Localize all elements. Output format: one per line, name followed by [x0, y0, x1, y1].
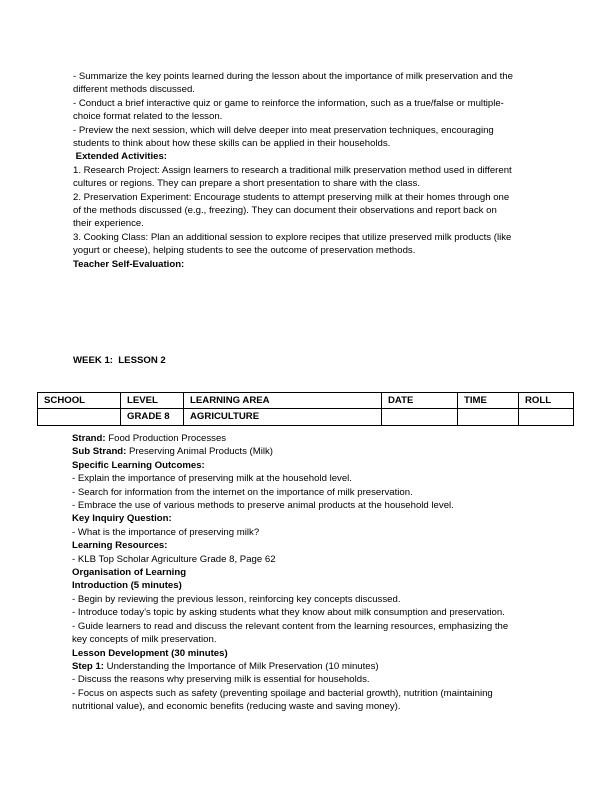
text-line: 3. Cooking Class: Plan an additional session to explore recipes that utilize preserved milk products (like — [73, 231, 512, 243]
cell-roll — [519, 409, 574, 425]
lesson-line — [72, 539, 542, 552]
lesson-line-text: nutritional value), and economic benefits (reducing waste and saving money). — [72, 701, 401, 713]
text-line: different methods discussed. — [73, 84, 195, 96]
lesson-line — [72, 700, 542, 713]
lesson-line — [72, 566, 542, 579]
text-line: 1. Research Project: Assign learners to research a traditional milk preservation method used in different — [73, 164, 512, 176]
cell-learning-area: AGRICULTURE — [184, 409, 382, 425]
header-date: DATE — [382, 393, 458, 409]
text-line: choice format related to the lesson. — [73, 111, 223, 123]
text-line: - Summarize the key points learned during the lesson about the importance of milk preservation and the — [73, 71, 513, 82]
lesson-line-text: - KLB Top Scholar Agriculture Grade 8, Page 62 — [72, 553, 276, 565]
text-line: their experience. — [73, 218, 144, 230]
lesson-line — [72, 579, 542, 592]
lesson-line-text: - Begin by reviewing the previous lesson, reinforcing key concepts discussed. — [72, 593, 401, 605]
text-line: yogurt or cheese), helping students to see the outcome of preservation methods. — [73, 245, 416, 257]
lesson-line-text: - Focus on aspects such as safety (preventing spoilage and bacterial growth), nutrition (maintaining — [72, 687, 493, 699]
lesson-line-label: Sub Strand: — [72, 446, 127, 458]
table-row — [38, 409, 574, 425]
closing-activities-section — [73, 70, 543, 271]
lesson-line — [72, 432, 542, 445]
text-line: - Preview the next session, which will delve deeper into meat preservation techniques, encouraging — [73, 124, 494, 136]
lesson-line — [72, 633, 542, 646]
lesson-line-label: Key Inquiry Question: — [72, 513, 172, 525]
header-roll: ROLL — [519, 393, 574, 409]
lesson-line-text: - Explain the importance of preserving milk at the household level. — [72, 473, 352, 485]
lesson-line — [72, 606, 542, 619]
lesson-line — [72, 553, 542, 566]
cell-date — [382, 409, 458, 425]
lesson-line — [72, 673, 542, 686]
text-line: cultures or regions. They can prepare a short presentation to share with the class. — [73, 178, 420, 190]
teacher-self-evaluation-heading: Teacher Self-Evaluation: — [73, 258, 185, 270]
lesson-line — [72, 593, 542, 606]
week-lesson-heading: WEEK 1: LESSON 2 — [73, 355, 166, 366]
lesson-line — [72, 486, 542, 499]
lesson-line — [72, 472, 542, 485]
lesson-plan-section — [72, 432, 542, 714]
lesson-line-text: key concepts of milk preservation. — [72, 634, 217, 646]
lesson-line-label: Learning Resources: — [72, 540, 168, 552]
header-level: LEVEL — [121, 393, 184, 409]
lesson-line-text: - Search for information from the internet on the importance of milk preservation. — [72, 486, 413, 498]
lesson-line-text: - What is the importance of preserving milk? — [72, 526, 260, 538]
cell-level: GRADE 8 — [121, 409, 184, 425]
header-learning-area: LEARNING AREA — [184, 393, 382, 409]
lesson-line — [72, 459, 542, 472]
lesson-line-text: Preserving Animal Products (Milk) — [126, 446, 273, 458]
lesson-line-text: - Discuss the reasons why preserving milk is essential for households. — [72, 674, 370, 686]
text-line: - Conduct a brief interactive quiz or game to reinforce the information, such as a true/false or multiple- — [73, 97, 504, 109]
lesson-line — [72, 512, 542, 525]
extended-activities-heading: Extended Activities: — [73, 151, 168, 163]
lesson-line-text: - Embrace the use of various methods to preserve animal products at the household level. — [72, 500, 454, 512]
lesson-line — [72, 660, 542, 673]
lesson-line — [72, 620, 542, 633]
lesson-line-label: Step 1: — [72, 660, 104, 672]
lesson-line-label: Organisation of Learning — [72, 567, 187, 579]
lesson-info-table — [37, 392, 574, 426]
lesson-line — [72, 647, 542, 660]
lesson-line-label: Introduction (5 minutes) — [72, 580, 182, 592]
lesson-line-text: - Guide learners to read and discuss the relevant content from the learning resources, emphasizing the — [72, 620, 509, 632]
cell-school — [38, 409, 121, 425]
lesson-line-label: Specific Learning Outcomes: — [72, 459, 205, 471]
lesson-line — [72, 526, 542, 539]
table-header-row — [38, 393, 574, 409]
header-school: SCHOOL — [38, 393, 121, 409]
text-line: students to think about how these skills can be applied in their households. — [73, 138, 391, 150]
lesson-line — [72, 445, 542, 458]
header-time: TIME — [458, 393, 519, 409]
lesson-line-text: - Introduce today’s topic by asking students what they know about milk consumption and preservation. — [72, 607, 505, 619]
text-line: 2. Preservation Experiment: Encourage students to attempt preserving milk at their homes through one — [73, 191, 510, 203]
lesson-line-text: Understanding the Importance of Milk Preservation (10 minutes) — [104, 660, 379, 672]
lesson-line-label: Strand: — [72, 433, 106, 444]
lesson-line-label: Lesson Development (30 minutes) — [72, 647, 228, 659]
text-line: of the methods discussed (e.g., freezing). They can document their observations and report back on — [73, 205, 497, 217]
lesson-line — [72, 499, 542, 512]
lesson-line-text: Food Production Processes — [105, 433, 227, 444]
cell-time — [458, 409, 519, 425]
lesson-line — [72, 687, 542, 700]
